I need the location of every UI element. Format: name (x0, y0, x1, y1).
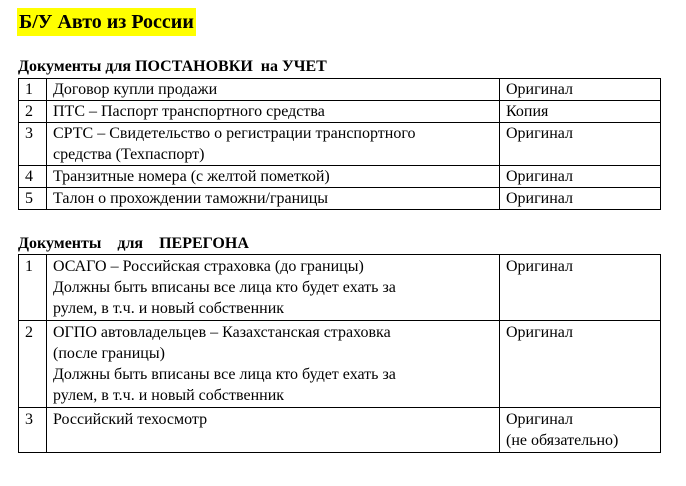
document-name: Договор купли продажи (47, 79, 500, 101)
table-row (19, 101, 661, 123)
registration-documents-table (18, 78, 661, 210)
document-status: Оригинал (500, 188, 661, 210)
row-number: 5 (19, 188, 47, 210)
document-name (47, 123, 500, 166)
row-number: 1 (19, 79, 47, 101)
table-row (19, 408, 661, 453)
document-name (47, 321, 500, 408)
table-row (19, 123, 661, 166)
section-title-transfer: Документы для ПЕРЕГОНА (18, 235, 249, 252)
row-number: 2 (19, 101, 47, 123)
document-status: Оригинал (500, 79, 661, 101)
table-row (19, 79, 661, 101)
document-name-line: Должны быть вписаны все лица кто будет ехать за (53, 366, 396, 383)
document-status-line: (не обязательно) (506, 432, 619, 449)
document-name-line: рулем, в т.ч. и новый собственник (53, 387, 285, 404)
document-status: Оригинал (500, 255, 661, 321)
document-name-line: (после границы) (53, 345, 165, 362)
transfer-documents-table (18, 254, 661, 453)
document-name: ПТС – Паспорт транспортного средства (47, 101, 500, 123)
document-name-line: ОСАГО – Российская страховка (до границы) (53, 258, 364, 275)
document-status: Оригинал (500, 123, 661, 166)
document-name-line: СРТС – Свидетельство о регистрации транспортного (53, 125, 416, 142)
document-status (500, 408, 661, 453)
table-row (19, 166, 661, 188)
document-name-line: рулем, в т.ч. и новый собственник (53, 300, 285, 317)
document-name-line: средства (Техпаспорт) (53, 146, 205, 163)
document-name-line: Должны быть вписаны все лица кто будет ехать за (53, 279, 396, 296)
row-number: 3 (19, 123, 47, 166)
row-number: 3 (19, 408, 47, 453)
document-name: Талон о прохождении таможни/границы (47, 188, 500, 210)
document-name: Российский техосмотр (47, 408, 500, 453)
table-row (19, 321, 661, 408)
document-status-line: Оригинал (506, 411, 574, 428)
document-status: Копия (500, 101, 661, 123)
document-name: Транзитные номера (с желтой пометкой) (47, 166, 500, 188)
row-number: 4 (19, 166, 47, 188)
page-title: Б/У Авто из России (17, 8, 196, 36)
table-row (19, 188, 661, 210)
table-row (19, 255, 661, 321)
document-name-line: ОГПО автовладельцев – Казахстанская страховка (53, 324, 391, 341)
section-title-registration: Документы для ПОСТАНОВКИ на УЧЕТ (18, 58, 327, 75)
document-status: Оригинал (500, 321, 661, 408)
row-number: 1 (19, 255, 47, 321)
document-status: Оригинал (500, 166, 661, 188)
row-number: 2 (19, 321, 47, 408)
document-name (47, 255, 500, 321)
